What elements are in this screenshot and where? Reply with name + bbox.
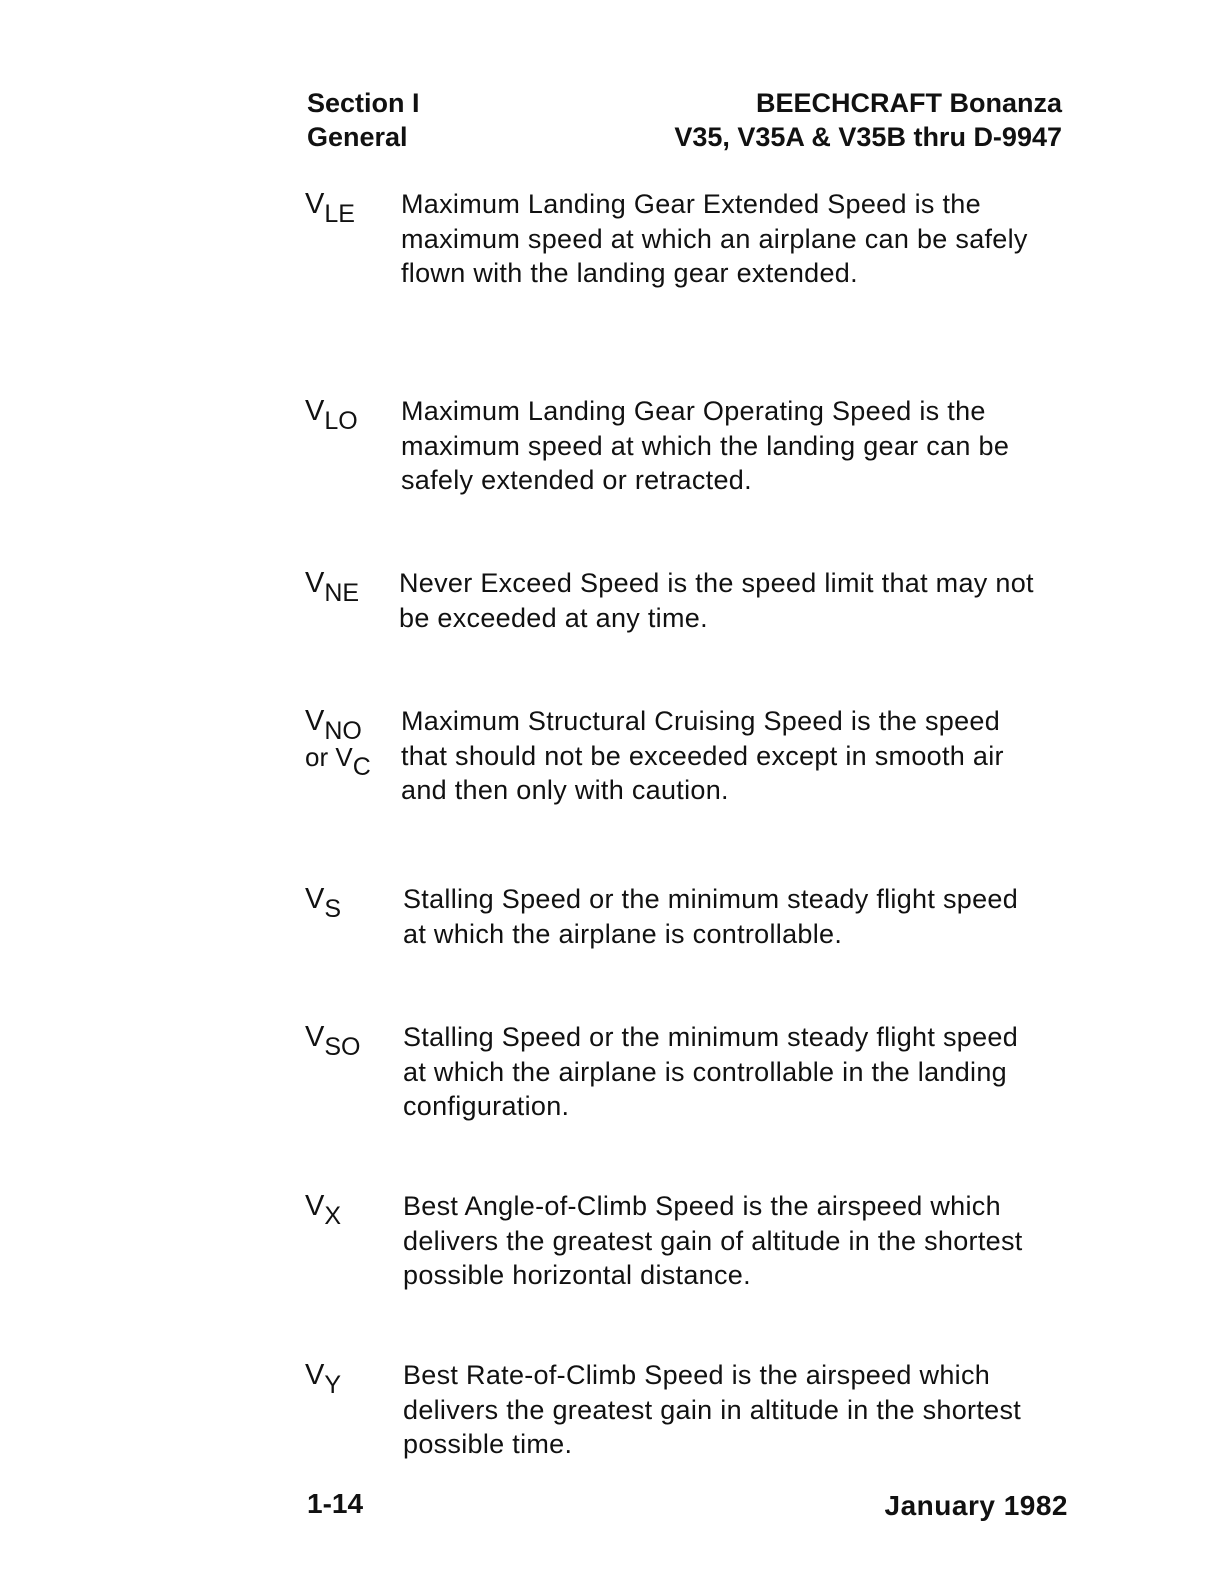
speed-symbol: VLO	[305, 395, 358, 435]
symbol-subscript: LO	[324, 407, 358, 435]
symbol-subscript: NO	[324, 717, 362, 745]
revision-date: January 1982	[884, 1490, 1068, 1521]
symbol-subscript: X	[324, 1202, 342, 1230]
definition-text: Maximum Landing Gear Operating Speed is the maximum speed at which the landing gear can be safely extended or retracted.	[401, 396, 1010, 495]
symbol-subscript: C	[352, 753, 371, 781]
section-name: General	[307, 122, 408, 152]
definition-text: Stalling Speed or the minimum steady flight speed at which the airplane is controllable in the landing configuration.	[403, 1022, 1019, 1121]
definition-text: Never Exceed Speed is the speed limit that may not be exceeded at any time.	[399, 568, 1034, 633]
definition-text: Maximum Landing Gear Extended Speed is the maximum speed at which an airplane can be safely flown with the landing gear extended.	[401, 189, 1028, 288]
symbol-subscript: NE	[324, 579, 360, 607]
definition-text: Maximum Structural Cruising Speed is the speed that should not be exceeded except in smooth air and then only with caution.	[401, 706, 1004, 805]
speed-symbol: VX	[305, 1190, 342, 1230]
page-number: 1-14	[307, 1488, 364, 1519]
speed-symbol: VSO	[305, 1021, 361, 1061]
alternate-symbol: or VC	[305, 742, 371, 781]
speed-symbol: VNO or VC	[305, 704, 395, 776]
definition-text: Best Angle-of-Climb Speed is the airspeed which delivers the greatest gain of altitude in the shortest possible horizontal distance.	[403, 1191, 1023, 1290]
manual-title	[674, 86, 1062, 154]
definition-text: Best Rate-of-Climb Speed is the airspeed which delivers the greatest gain in altitude in the shortest possible time.	[403, 1360, 1022, 1459]
symbol-subscript: LE	[324, 200, 355, 228]
speed-symbol: VY	[305, 1359, 342, 1399]
symbol-subscript: Y	[324, 1371, 342, 1399]
aircraft-title: BEECHCRAFT Bonanza	[755, 88, 1062, 118]
symbol-subscript: S	[324, 895, 342, 923]
speed-symbol: VLE	[305, 188, 355, 228]
speed-symbol: VS	[305, 883, 342, 923]
aircraft-models: V35, V35A & V35B thru D-9947	[674, 122, 1062, 152]
section-header	[307, 86, 420, 154]
definition-text: Stalling Speed or the minimum steady flight speed at which the airplane is controllable.	[403, 884, 1019, 949]
speed-symbol: VNE	[305, 567, 360, 607]
symbol-subscript: SO	[324, 1033, 361, 1061]
section-label: Section I	[307, 88, 420, 118]
